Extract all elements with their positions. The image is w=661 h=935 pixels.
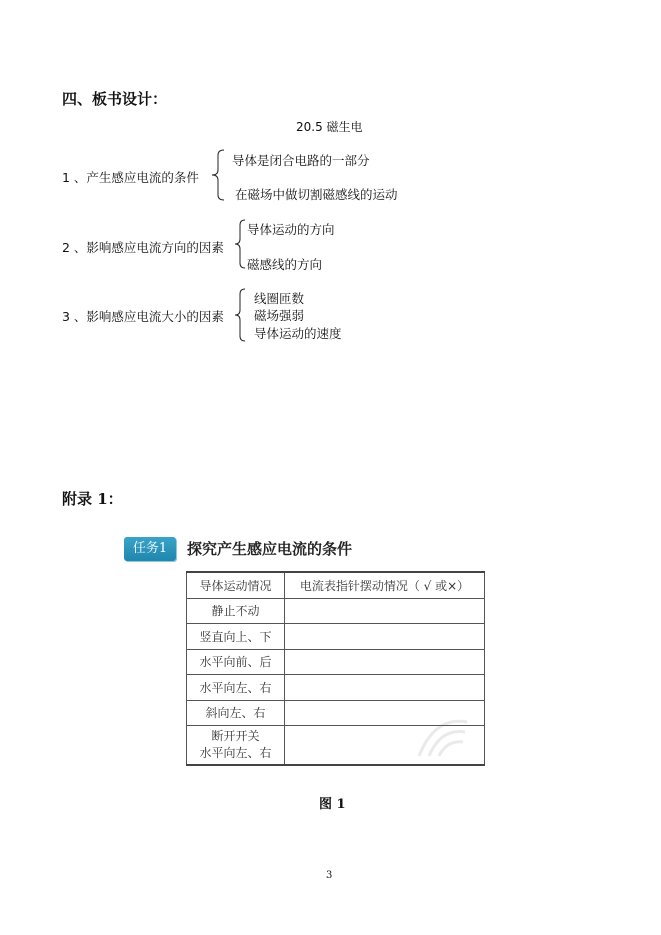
section-heading: 四、板书设计： [62,90,168,108]
item-3-branch-2: 磁场强弱 [254,308,305,323]
table-cell: 静止不动 [187,598,285,624]
appendix-heading: 附录 1： [62,490,123,508]
item-1-branch-1: 导体是闭合电路的一部分 [232,153,370,168]
table-cell-multiline: 断开开关 水平向左、右 [187,726,285,766]
table-row [187,649,485,675]
item-3-branch-1: 线圈匝数 [254,291,305,306]
item-1-label: 1 、产生感应电流的条件 [62,170,199,185]
table-cell: 水平向前、后 [187,649,285,675]
task-title: 探究产生感应电流的条件 [187,540,353,558]
table-header-row [187,572,485,598]
table-header-cell: 电流表指针摆动情况（ √ 或×） [285,572,485,598]
table-cell [285,624,485,650]
table-cell: 水平向左、右 [187,675,285,701]
table-cell [285,675,485,701]
item-1-branch-2: 在磁场中做切割磁感线的运动 [235,187,398,202]
task-badge: 任务1 [124,537,176,561]
item-3-branch-3: 导体运动的速度 [254,326,342,341]
table-row [187,675,485,701]
page-number: 3 [326,870,333,881]
item-2-branch-2: 磁感线的方向 [247,257,323,272]
figure-caption: 图 1 [319,797,346,812]
table-cell: 竖直向上、下 [187,624,285,650]
table-row [187,624,485,650]
brace-icon [234,288,246,342]
table-cell: 斜向左、右 [187,700,285,726]
brace-icon [234,219,246,269]
item-2-branch-1: 导体运动的方向 [247,222,335,237]
watermark-icon [415,712,471,760]
table-row [187,598,485,624]
table-cell [285,649,485,675]
table-header-cell: 导体运动情况 [187,572,285,598]
item-3-label: 3 、影响感应电流大小的因素 [62,309,224,324]
item-2-label: 2 、影响感应电流方向的因素 [62,240,224,255]
table-cell [285,598,485,624]
board-title: 20.5 磁生电 [296,120,363,134]
brace-icon [211,149,225,201]
